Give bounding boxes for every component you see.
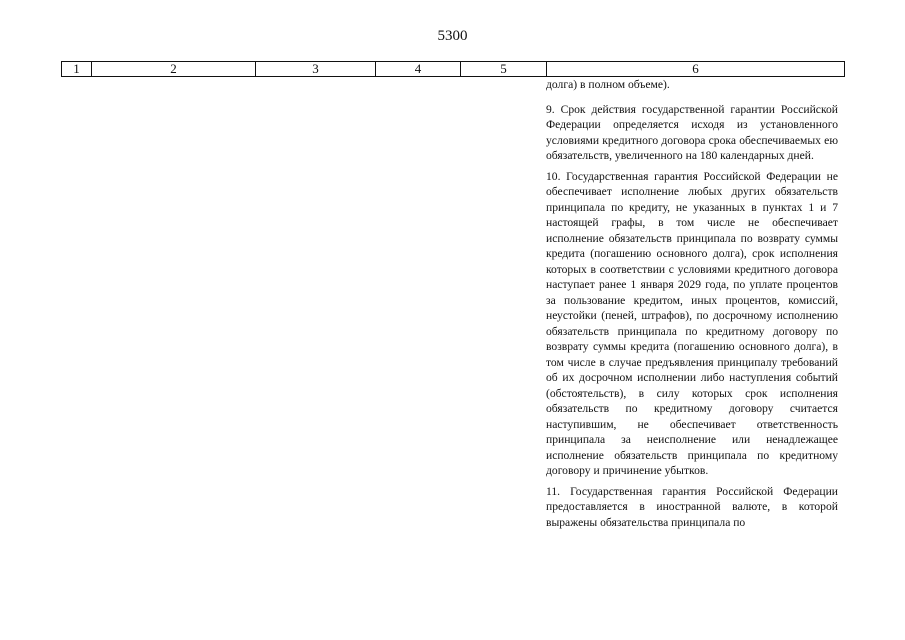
column-header-1: 1 [62, 62, 92, 77]
paragraph-11: 11. Государственная гарантия Российской Федерации предоставляется в иностранной валюте, в которой выражены обязательства принципала по [546, 484, 838, 529]
paragraph-continuation: долга) в полном объеме). [546, 78, 670, 91]
page-number: 5300 [437, 28, 468, 44]
column-header-2: 2 [92, 62, 256, 77]
column-header-row [62, 62, 845, 77]
column-header-4: 4 [376, 62, 461, 77]
paragraph-10: 10. Государственная гарантия Российской Федерации не обеспечивает исполнение любых других обязательств принципала по кредиту, не указанных в пунктах 1 и 7 настоящей графы, в том числе не обеспечивает исполнение обязательств принципала по возврату суммы кредита (погашению основного долга), срок исполнения которых в соответствии с условиями кредитного договора наступает ранее 1 января 2029 года, по уплате процентов за пользование кредитом, иных процентов, комиссий, неустойки (пеней, штрафов), по досрочному исполнению обязательств принципала по кредитному договору по возврату суммы кредита (погашению основного долга), в том числе в случае предъявления принципалу требований об их досрочном исполнении либо наступления событий (обстоятельств), в силу которых срок исполнения обязательств по кредитному договору считается наступившим, не обеспечивает ответственность принципала за неисполнение или ненадлежащее исполнение обязательств принципала по кредитному договору и причинение убытков. [546, 169, 838, 477]
paragraph-9: 9. Срок действия государственной гарантии Российской Федерации определяется исходя из установленного условиями кредитного договора срока обеспечиваемых ею обязательств, увеличенного на 180 календарных дней. [546, 102, 838, 162]
column-header-3: 3 [256, 62, 376, 77]
column-6-text [546, 77, 838, 535]
column-header-6: 6 [547, 62, 845, 77]
column-header-5: 5 [461, 62, 547, 77]
column-header-table [61, 61, 845, 77]
